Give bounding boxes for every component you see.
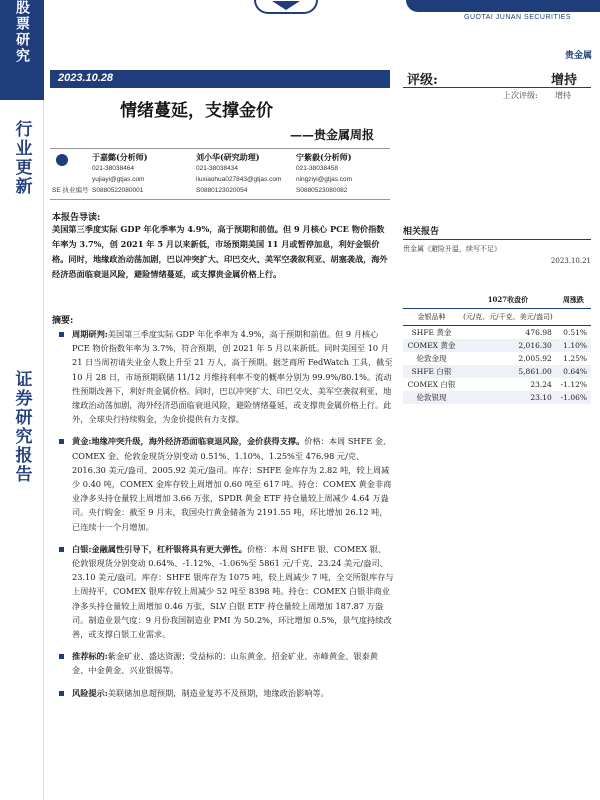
related-reports-title: 相关报告 [403,224,591,240]
metal-price: 23.24 [530,380,552,389]
analyst-name: 宁紫毅(分析师) [296,152,352,162]
summary-bullet [54,649,394,677]
metal-name: 伦敦金现 [416,354,447,363]
rating-box [403,66,591,106]
table-row [403,352,591,365]
metal-name: COMEX 黄金 [403,339,460,352]
analyst-email[interactable]: liuxiaohua027843@gtjas.com [196,176,282,183]
metal-change: 1.25% [563,354,587,363]
sidebar-industry-update [0,120,44,320]
analyst-phone: 021-38038434 [196,165,238,172]
table-header-cell: 1027收盘价 [460,292,556,309]
summary-bullets [54,327,394,708]
price-table [403,292,591,404]
metal-price: 23.10 [460,391,556,404]
table-unit-cell: 金银品种 [403,309,460,326]
metal-price: 2,016.30 [460,339,556,352]
table-row [403,339,591,352]
report-subtitle: ——贵金属周报 [290,128,375,142]
analyst-email[interactable]: ningziyi@gtjas.com [296,176,353,183]
related-report-date: 2023.10.21 [550,257,591,265]
metal-change: -1.12% [560,380,587,389]
summary-bullet [54,434,394,533]
sidebar-top-label: 股票研究 [14,0,30,64]
metal-name: SHFE 白银 [403,365,460,378]
metal-price: 5,861.00 [460,365,556,378]
summary-title: 摘要: [52,316,74,326]
summary-bullet [54,542,394,641]
metal-name: COMEX 白银 [407,380,456,389]
bullet-head: 黄金:地缘冲突升级，海外经济恐面临衰退风险，金价获得支撑。 [72,436,305,447]
metal-price: 2,005.92 [518,354,552,363]
rating-prev-value: 增持 [555,91,571,100]
related-reports [403,224,591,265]
brand-logo-icon [254,0,318,14]
rating-divider [403,87,591,88]
se-number-label: SE 执业编号 [52,187,89,194]
sector-tag: 贵金属 [564,51,592,61]
table-row [403,378,591,391]
metal-name: SHFE 黄金 [411,328,452,337]
bullet-head: 风险提示: [72,687,108,698]
metal-change: 1.10% [556,339,591,352]
report-date: 2023.10.28 [50,70,390,88]
table-row [403,365,591,378]
analyst-name: 于嘉懿(分析师) [92,152,148,162]
rating-label: 评级: [407,73,438,88]
report-title: 情绪蔓延，支撑金价 [120,101,273,121]
table-unit-cell [556,309,591,326]
sidebar-bottom-label: 证券研究报告 [11,370,32,484]
metal-change: 0.51% [563,328,587,337]
analyst-card [296,152,396,196]
analyst-email[interactable]: yujiayi@gtjas.com [92,176,145,183]
person-icon [56,154,68,166]
metal-price: 476.98 [525,328,552,337]
metal-name: 伦敦银现 [403,391,460,404]
analyst-phone: 021-38038464 [92,165,134,172]
analyst-card [196,152,296,196]
sidebar-stock-research [0,0,44,100]
bullet-head: 推荐标的: [72,651,108,662]
analyst-card [92,152,192,196]
metal-change: 0.64% [556,365,591,378]
analyst-se-number: S0880123020054 [196,187,248,194]
rating-prev-label: 上次评级: [503,91,538,100]
table-header-cell: 周涨跌 [556,292,591,309]
analyst-panel [50,148,390,200]
related-report-link[interactable]: 贵金属《避险升温，续写不足》 [403,245,501,253]
analyst-phone: 021-38038458 [296,165,338,172]
sidebar-securities-report [0,370,44,570]
analyst-name: 刘小华(研究助理) [196,152,260,162]
bullet-body: 紫金矿业、盛达资源；受益标的：山东黄金、招金矿业、赤峰黄金、银泰黄金、中金黄金、兴业银锡等。 [72,651,378,676]
brand-name-en: GUOTAI JUNAN SECURITIES [464,14,572,21]
page-header [44,0,600,42]
table-row [403,326,591,340]
analyst-se-number: S0880523080082 [296,187,348,194]
table-row [403,391,591,404]
bullet-body: 价格：本周 SHFE 银、COMEX 银、伦敦银现货分别变动 0.64%、-1.12%、-1.06%至 5861 元/千克、23.24 美元/盎司、23.10 美元/盎司。库存：SHFE 银库存为 1075 吨，较上周减少 7 吨，全交所银库存与上周持平，COMEX 银库存较上周减少 52 吨至 8398 吨。持仓：COMEX 白银非商业净多头持仓量较上周增加 0.46 万张，SLV 白银 ETF 持仓量较上周增加 187.87 万盎司。制造业景气度：9 月份我国制造业 PMI 为 50.2%，环比增加 0.5%，景气度持续改善，或支撑白银工业需求。 [72,543,394,640]
bullet-body: 美联储加息超预期，制造业复苏不及预期，地缘政治影响等。 [107,687,329,698]
bullet-body: 价格：本周 SHFE 金、COMEX 金、伦敦金现货分别变动 0.51%、1.10%、1.25%至 476.98 元/克、2016.30 美元/盎司、2005.92 美元/盎司。库存：SHFE 金库存为 2.82 吨，较上周减少 0.40 吨，COMEX 金库存较上周增加 0.60 吨至 617 吨。持仓：COMEX 黄金非商业净多头持仓量较上周增加 3.66 万张，SPDR 黄金 ETF 持仓量较上周减少 4.64 万盎司。央行购金：截至 9 月末，我国央行黄金储备为 2191.55 吨，环比增加 26.12 吨，已连续十一个月增加。 [72,436,392,532]
summary-bullet [54,327,394,426]
table-header-row [403,292,591,309]
bullet-body: 美国第三季度实际 GDP 年化季率为 4.9%，高于预期和前值。但 9 月核心 PCE 物价指数年率为 3.7%，符合预期，创 2021 年 5 月以来新低。同时美国至 10 月 21 日当周初请失业金人数上升至 21 万人，高于预期。据芝商所 FedWatch 工具，截至 10 月 28 日，市场预期联储 11/12 月维持利率不变的概率分别为 99.9%/80.1%。流动性预期改善下，利好贵金属价格。同时，巴以冲突扩大、印巴交火、美军空袭叙利亚，地缘政治动荡加剧，海外经济恐面临衰退风险，避险情绪蔓延，或支撑贵金属价格上行。此外，全球央行持续购金，为金价提供有力支撑。 [72,329,393,425]
bullet-head: 周期研判: [72,329,108,339]
metal-change: -1.06% [556,391,591,404]
sidebar-mid-label: 行业更新 [11,120,32,196]
left-sidebar [0,0,44,800]
guide-title: 本报告导读: [52,213,101,223]
table-header-cell [403,292,460,309]
table-unit-row [403,309,591,326]
rating-value: 增持 [550,73,577,88]
summary-bullet [54,686,394,700]
bullet-head: 白银:金融属性引导下，杠杆银将具有更大弹性。 [72,543,247,554]
brand-bar [406,0,600,12]
guide-text: 美国第三季度实际 GDP 年化季率为 4.9%，高于预期和前值。但 9 月核心 PCE 物价指数年率为 3.7%，创 2021 年 5 月以来新低，市场预期美国 11 月或暂停加息，利好金银价格。同时，地缘政治动荡加剧，巴以冲突扩大、印巴交火、美军空袭叙利亚、胡塞袭战，海外经济恐面临衰退风险，避险情绪蔓延，或支撑贵金属价格上行。 [52,224,388,279]
table-unit-cell: (元/克、元/千克、美元/盎司) [460,309,556,326]
analyst-se-number: S0880522080001 [92,187,144,194]
